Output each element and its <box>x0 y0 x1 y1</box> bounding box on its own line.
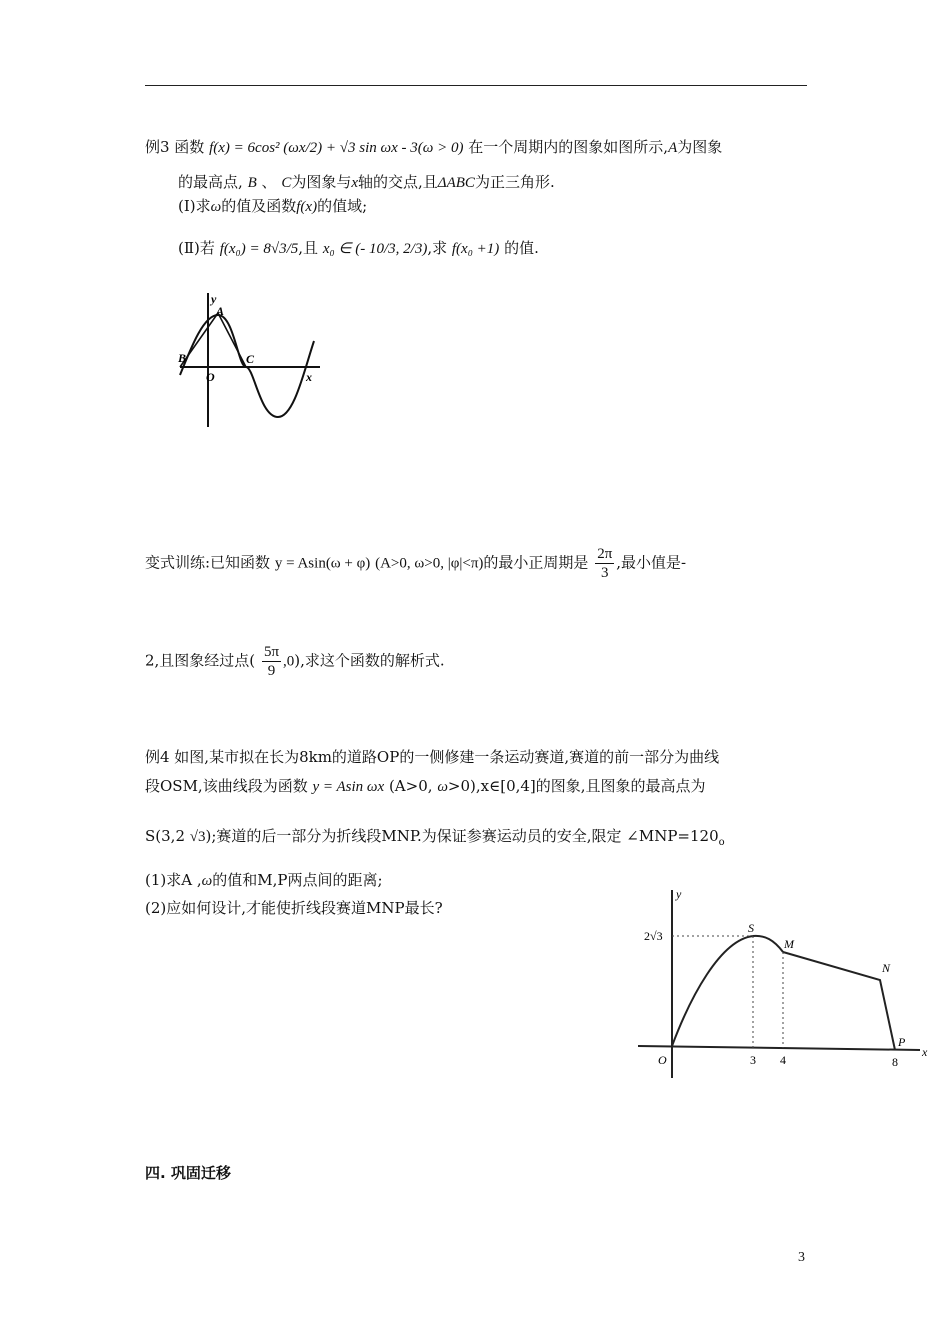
example4-label-ytick: 2√3 <box>644 929 663 943</box>
example3-line2c: 轴的交点,且 <box>358 173 438 191</box>
example4-cond-omega: >0),x <box>447 777 490 795</box>
variant-function: y = Asin(ω + φ) <box>274 555 371 572</box>
example4-line1: 例4 如图,某市拟在长为8km的道路OP的一侧修建一条运动赛道,赛道的前一部分为曲线 <box>145 748 720 766</box>
example3-triangle-abc <box>180 313 246 367</box>
example3-label-b: B <box>178 351 187 365</box>
example3-q2-range: x₀ ∈ (- 10/3, 2/3) <box>322 241 428 257</box>
example4-label-s: S <box>748 921 754 935</box>
variant-period-num: 2π <box>597 546 613 562</box>
example3-graph <box>172 285 322 435</box>
example4-q1-lead: (1)求A , <box>145 871 202 889</box>
example4-label-y: y <box>676 887 682 901</box>
example3-point-a: A <box>668 140 678 156</box>
example3-desc1: 在一个周期内的图象如图所示, <box>468 138 669 156</box>
example4-line3-mid: );赛道的后一部分为折线段MNP.为保证参赛运动员的安全,限定 <box>205 827 622 845</box>
section-heading: 四. 巩固迁移 <box>145 1164 231 1182</box>
example3-label-o: O <box>206 370 215 384</box>
variant-point-den: 9 <box>267 663 276 679</box>
example4-q1-omega: ω <box>201 873 213 889</box>
example3-q1-omega: ω <box>210 199 222 215</box>
example3-sep: 、 <box>261 173 277 191</box>
variant-line2-tail: ),求这个函数的解析式. <box>294 651 445 670</box>
example3-q2-and: ,且 <box>298 239 319 257</box>
variant-line2 <box>145 643 445 680</box>
example4-question2: (2)应如何设计,才能使折线段赛道MNP最长? <box>145 899 443 917</box>
example3-triangle: ΔABC <box>437 175 475 191</box>
variant-period-den: 3 <box>600 565 609 581</box>
variant-point-y: ,0 <box>283 653 295 670</box>
example3-desc2: 为图象 <box>677 138 723 156</box>
variant-point-x <box>262 643 281 680</box>
example4-label-x: x <box>922 1045 928 1059</box>
example4-cond-a: (A>0, <box>388 777 433 795</box>
example4-label-m: M <box>784 937 794 951</box>
example4-x-axis <box>638 1046 920 1050</box>
example3-q1-mid: 的值及函数 <box>221 197 297 215</box>
example4-label-o: O <box>658 1053 667 1067</box>
variant-tail: ,最小值是- <box>616 553 687 572</box>
example4-line2 <box>145 776 706 797</box>
example4-point-s: S(3,2 <box>145 827 185 845</box>
example3-q2-lead: (Ⅱ)若 <box>178 239 215 257</box>
example4-label-n: N <box>882 961 891 975</box>
example4-line2-lead: 段OSM,该曲线段为函数 <box>145 777 308 795</box>
example4-line2-tail: [0,4]的图象,且图象的最高点为 <box>500 777 706 795</box>
variant-condition: (A>0, ω>0, |φ|<π) <box>375 555 484 572</box>
example4-curve-osm <box>672 936 783 1046</box>
example3-q2-condition: f(x₀) = 8√3/5 <box>219 241 299 257</box>
example4-angle-value: MNP=120 <box>638 827 719 845</box>
example3-q1-lead: (Ⅰ)求 <box>178 197 211 215</box>
example3-question2 <box>178 238 539 259</box>
example3-q2-tail: 的值. <box>504 239 539 257</box>
example4-label-p: P <box>898 1035 906 1049</box>
example4-degree: o <box>718 837 725 848</box>
example4-label-x8: 8 <box>892 1055 898 1069</box>
example3-line2-text: 的最高点, <box>178 173 243 191</box>
example3-line2 <box>178 172 555 193</box>
example3-function: f(x) = 6cos² (ωx/2) + √3 sin ωx - 3(ω > 0) <box>209 140 464 156</box>
example3-line1 <box>145 137 722 158</box>
example3-line2d: 为正三角形. <box>474 173 555 191</box>
example3-q1-f: f(x) <box>296 199 318 215</box>
example3-q1-tail: 的值域; <box>317 197 368 215</box>
variant-period <box>595 545 614 582</box>
example4-label-x3: 3 <box>750 1053 756 1067</box>
example3-lead: 例3 函数 <box>145 138 205 156</box>
variant-mid: 的最小正周期是 <box>483 553 589 572</box>
example3-point-b: B <box>247 175 257 191</box>
example3-x-var: x <box>351 175 359 191</box>
example4-line3 <box>145 826 725 853</box>
example3-label-a: A <box>216 304 225 318</box>
example4-omega: ω <box>437 779 448 795</box>
variant-line2-lead: 2,且图象经过点( <box>145 651 256 670</box>
example3-q2-find: ,求 <box>427 239 448 257</box>
example4-label-x4: 4 <box>780 1053 786 1067</box>
example4-function: y = Asin ωx <box>312 779 385 795</box>
variant-point-num: 5π <box>263 644 280 660</box>
example4-q1-tail: 的值和M,P两点间的距离; <box>212 871 383 889</box>
example3-line2b: 为图象与 <box>291 173 352 191</box>
page-number: 3 <box>798 1250 805 1265</box>
variant-line1 <box>145 545 686 582</box>
example3-label-x: x <box>306 370 312 384</box>
example4-graph <box>620 868 940 1113</box>
example4-in-symbol: ∈ <box>489 777 501 795</box>
example3-q2-f: f(x₀ +1) <box>451 241 500 257</box>
example4-angle-symbol: ∠ <box>626 827 639 845</box>
header-rule <box>145 85 807 86</box>
example4-question1 <box>145 870 383 891</box>
example3-question1 <box>178 196 367 217</box>
example3-label-y: y <box>211 292 217 306</box>
example3-point-c: C <box>281 175 292 191</box>
variant-lead: 变式训练:已知函数 <box>145 553 271 572</box>
example4-polyline-mnp <box>783 952 895 1050</box>
example4-root3: √3 <box>189 829 206 845</box>
example3-label-c: C <box>246 352 255 366</box>
